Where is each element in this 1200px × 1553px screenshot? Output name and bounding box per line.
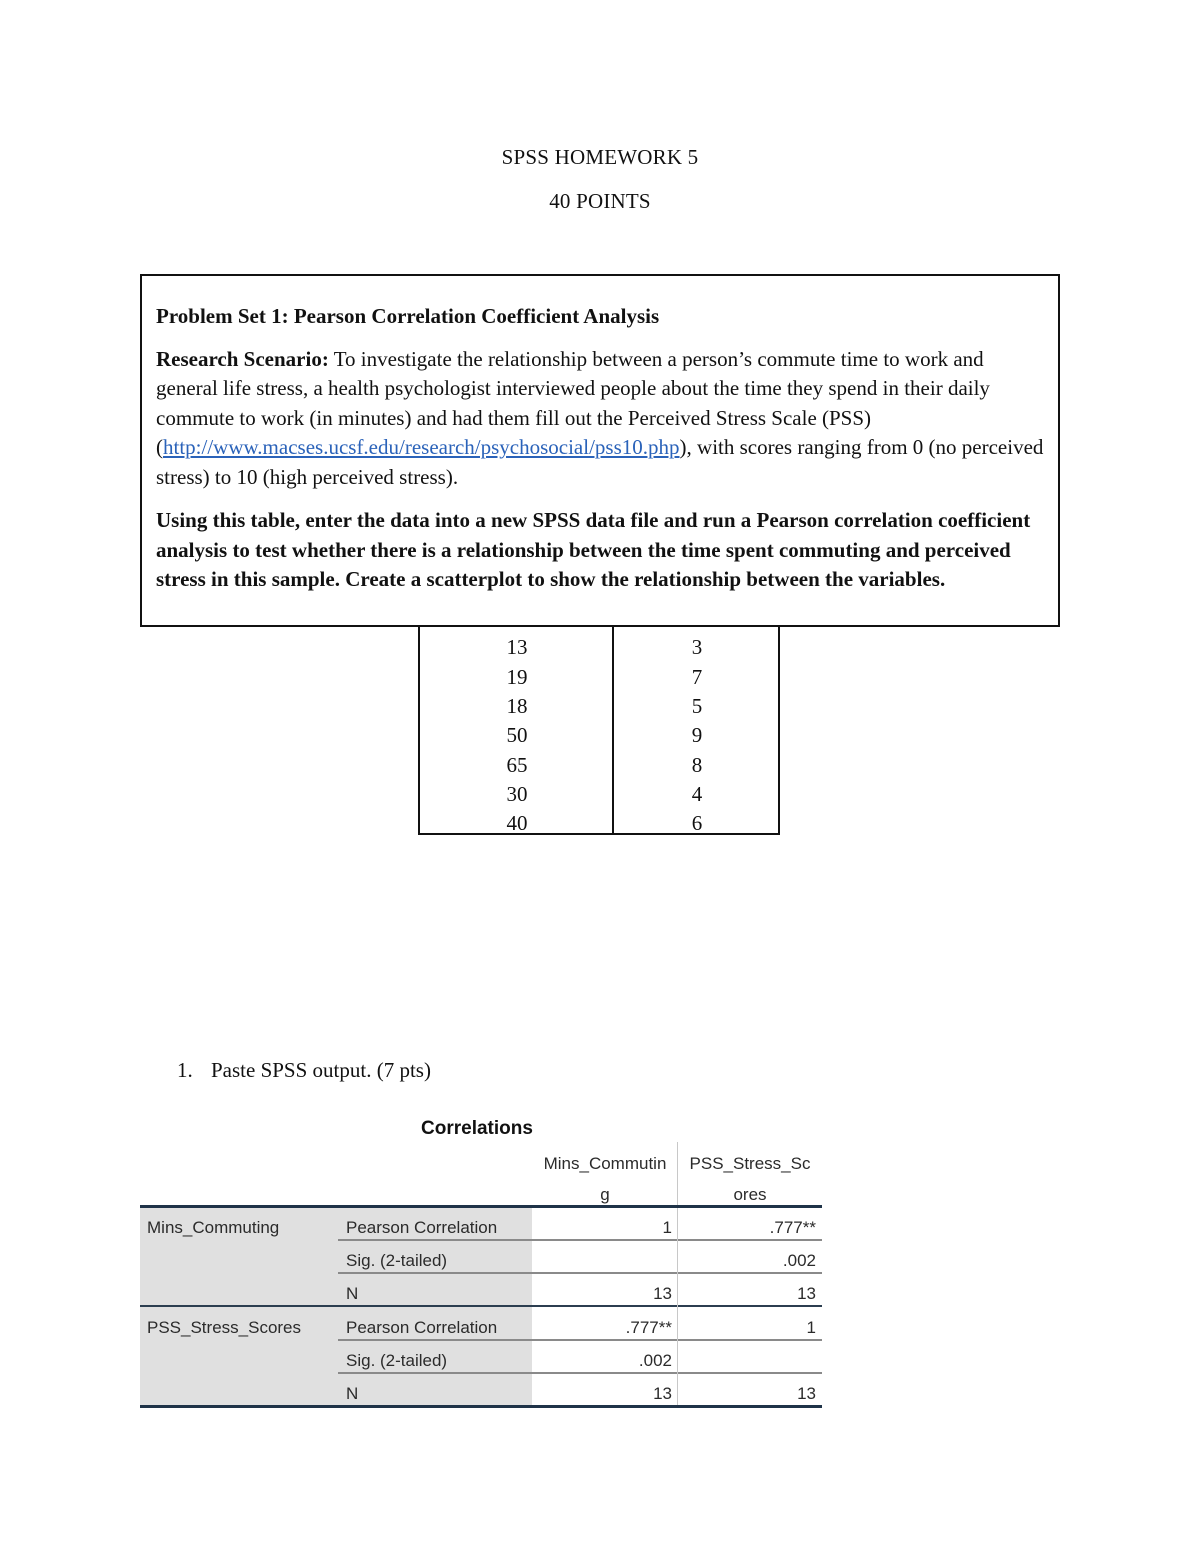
table-top-rule [140, 1205, 822, 1208]
row-rule [338, 1372, 822, 1374]
stat-label: Pearson Correlation [346, 1318, 498, 1337]
stress-score-cell: 8 [691, 752, 703, 777]
scenario-text-end: ), with scores ranging from 0 (no perceived stress) to 10 (high perceived stress). [156, 435, 1044, 489]
research-scenario [156, 345, 1044, 493]
header-pss-stress-b: ores [733, 1185, 767, 1204]
commute-minutes-cell: 50 [506, 723, 528, 747]
stat-label: Sig. (2-tailed) [346, 1251, 448, 1270]
document-title: SPSS HOMEWORK 5 [501, 145, 699, 169]
commute-minutes-cell: 18 [506, 693, 528, 718]
correlations-title: Correlations [421, 1118, 533, 1139]
value-cell: 13 [797, 1284, 816, 1303]
data-table-row [420, 665, 778, 694]
data-table-row [420, 782, 778, 811]
group-divider-rule [140, 1305, 822, 1307]
value-cell: 13 [797, 1384, 816, 1403]
row-rule [338, 1272, 822, 1274]
scenario-label: Research Scenario: [156, 346, 329, 371]
value-cell: .002 [782, 1251, 816, 1270]
table-bottom-rule [140, 1405, 822, 1408]
problem-set-heading: Problem Set 1: Pearson Correlation Coefficient Analysis [156, 304, 660, 328]
stat-label: N [346, 1384, 359, 1403]
commute-minutes-cell: 40 [506, 810, 528, 835]
row-group-label: Mins_Commuting [147, 1218, 280, 1237]
data-table-row [420, 753, 778, 782]
value-cell: 13 [653, 1384, 672, 1403]
question-1 [177, 1058, 431, 1083]
pss-link[interactable]: http://www.macses.ucsf.edu/research/psychosocial/pss10.php [163, 435, 680, 459]
commute-minutes-cell: 19 [506, 664, 528, 689]
problem-set-box [140, 274, 1060, 627]
value-cell: 13 [653, 1284, 672, 1303]
stat-label: Sig. (2-tailed) [346, 1351, 448, 1370]
commute-minutes-cell: 30 [506, 781, 528, 806]
question-text: Paste SPSS output. (7 pts) [211, 1058, 431, 1082]
row-rule [338, 1239, 822, 1241]
question-number: 1. [177, 1058, 193, 1082]
stat-label: Pearson Correlation [346, 1218, 498, 1237]
header-mins-commuting-a: Mins_Commutin [543, 1154, 667, 1173]
stress-score-cell: 6 [691, 810, 703, 835]
document-points: 40 POINTS [549, 189, 651, 213]
header-pss-stress-a: PSS_Stress_Sc [689, 1154, 811, 1173]
instructions: Using this table, enter the data into a new SPSS data file and run a Pearson correlation coefficient analysis to test whether there is a relationship between the time spent commuting and perceived stress in this sample. Create a scatterplot to show the relationship between the variables. [156, 508, 1031, 591]
value-cell: .777** [769, 1218, 816, 1237]
stat-label: N [346, 1284, 359, 1303]
data-table-row [420, 723, 778, 752]
commute-minutes-cell: 65 [506, 752, 528, 777]
header-mins-commuting-b: g [600, 1185, 610, 1204]
value-cell: .002 [638, 1351, 672, 1370]
commute-minutes-cell: 13 [506, 635, 528, 659]
scenario-text: To investigate the relationship between a person’s commute time to work and general life stress, a health psychologist interviewed people about the time they spend in their daily commute to work (in minutes) and had them fill out the Perceived Stress Scale (PSS) ( [156, 346, 990, 459]
data-table-row [420, 635, 778, 664]
data-table-row [420, 811, 778, 840]
stress-score-cell: 7 [691, 664, 703, 689]
row-rule [338, 1339, 822, 1341]
stress-score-cell: 5 [691, 693, 703, 718]
row-group-label: PSS_Stress_Scores [147, 1318, 302, 1337]
value-cell: .777** [625, 1318, 672, 1337]
value-cell: 1 [662, 1218, 672, 1237]
stress-score-cell: 3 [691, 635, 703, 659]
header-divider [677, 1142, 678, 1206]
stress-score-cell: 9 [691, 723, 703, 747]
stress-score-cell: 4 [691, 781, 703, 806]
value-cell: 1 [806, 1318, 816, 1337]
data-table-row [420, 694, 778, 723]
